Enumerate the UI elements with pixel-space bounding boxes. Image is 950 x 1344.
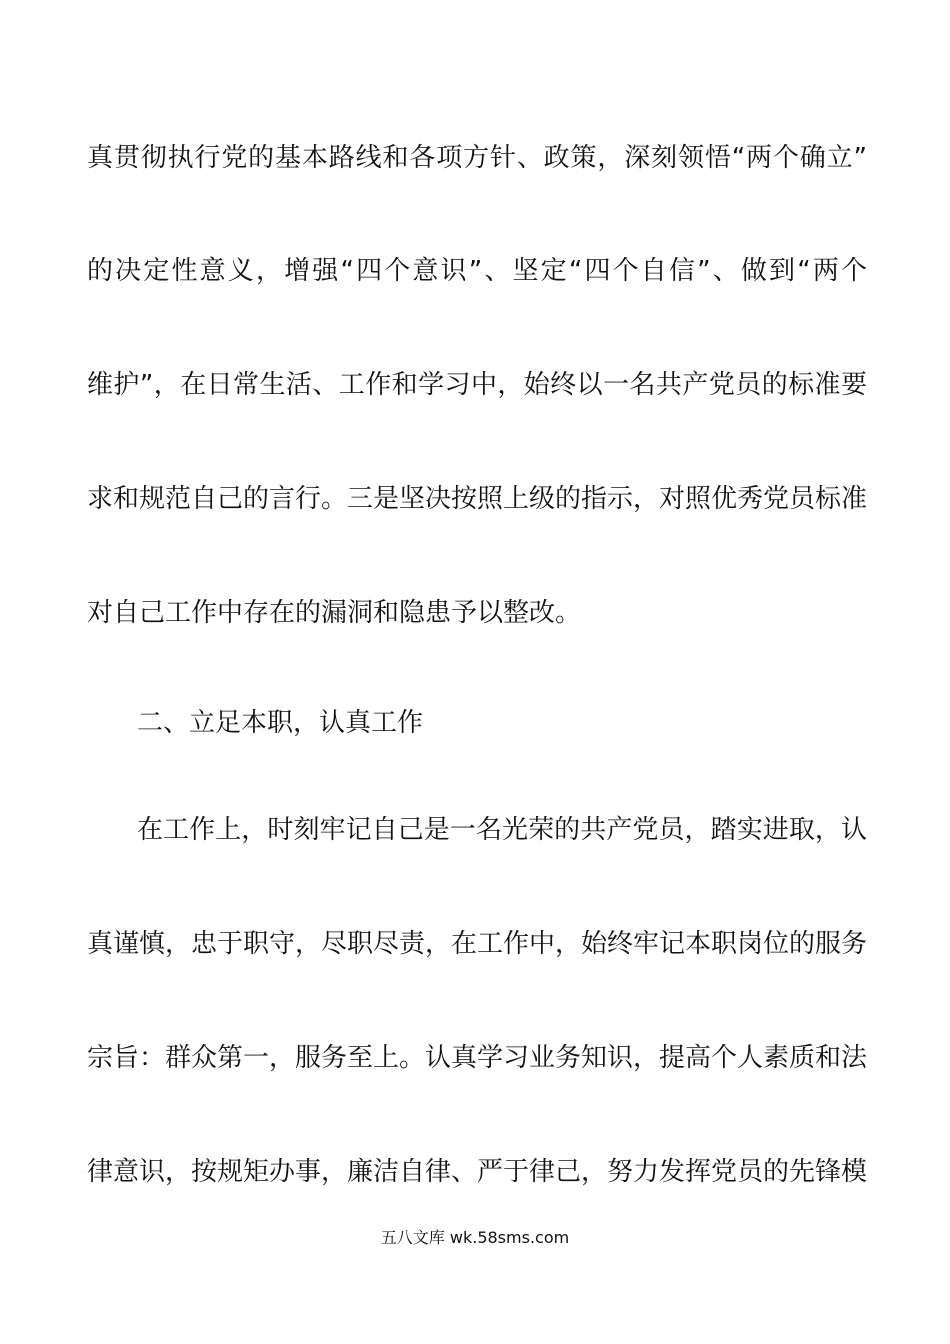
- paragraph-line: 真谨慎，忠于职守，尽职尽责，在工作中，始终牢记本职岗位的服务: [87, 929, 867, 959]
- paragraph-line: 的决定性意义，增强“四个意识”、坚定“四个自信”、做到“两个: [87, 256, 867, 286]
- section-heading: 二、立足本职，认真工作: [137, 708, 424, 738]
- paragraph-line: 真贯彻执行党的基本路线和各项方针、政策，深刻领悟“两个确立”: [87, 143, 867, 173]
- paragraph-line: 在工作上，时刻牢记自己是一名光荣的共产党员，踏实进取，认: [137, 815, 867, 845]
- paragraph-line: 求和规范自己的言行。三是坚决按照上级的指示，对照优秀党员标准: [87, 484, 867, 514]
- paragraph-line: 维护”，在日常生活、工作和学习中，始终以一名共产党员的标准要: [87, 370, 867, 400]
- paragraph-line: 宗旨：群众第一，服务至上。认真学习业务知识，提高个人素质和法: [87, 1043, 867, 1073]
- page-footer: 五八文库 wk.58sms.com: [380, 1228, 570, 1247]
- paragraph-line: 对自己工作中存在的漏洞和隐患予以整改。: [87, 598, 582, 628]
- paragraph-line: 律意识，按规矩办事，廉洁自律、严于律己，努力发挥党员的先锋模: [87, 1157, 867, 1187]
